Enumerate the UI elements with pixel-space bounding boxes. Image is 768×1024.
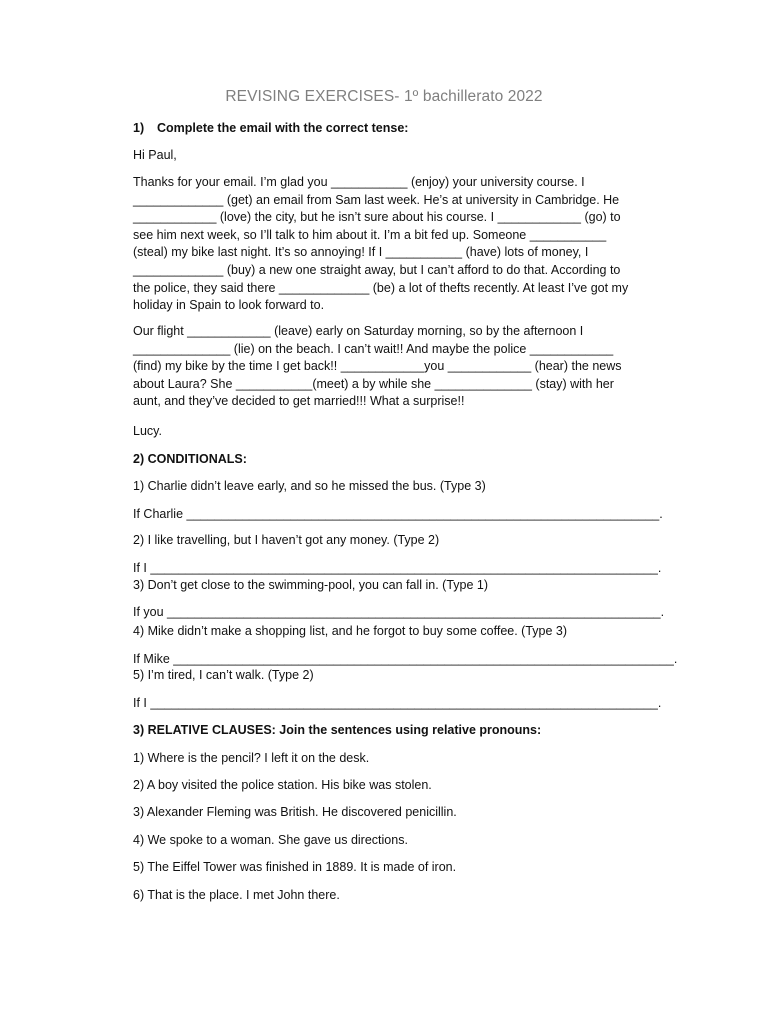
email-paragraph-1 [133, 174, 653, 315]
email-p1-line: Thanks for your email. I’m glad you ___________ (enjoy) your university course. I [133, 175, 585, 189]
conditional-prompt: 5) I’m tired, I can’t walk. (Type 2) [133, 668, 314, 682]
email-signoff: Lucy. [133, 424, 162, 438]
email-p2-line: ______________ (lie) on the beach. I can’t wait!! And maybe the police ____________ [133, 341, 614, 356]
conditional-answer-line: If Charlie ____________________________________________________________________. [133, 507, 663, 521]
email-p1-line: ____________ (love) the city, but he isn’t sure about his course. I ____________ (go) to [133, 210, 621, 225]
email-p1-line: _____________ (get) an email from Sam last week. He’s at university in Cambridge. He [133, 192, 620, 207]
relative-clause-item: 6) That is the place. I met John there. [133, 888, 340, 902]
conditional-answer-line: If I _________________________________________________________________________. [133, 696, 662, 710]
email-p2-line: about Laura? She ___________(meet) a by while she ______________ (stay) with her [133, 376, 614, 391]
email-p1-line: the police, they said there _____________ (be) a lot of thefts recently. At least I’ve got my [133, 280, 629, 295]
section2-heading: 2) CONDITIONALS: [133, 452, 247, 466]
email-p1-line: (steal) my bike last night. It’s so annoying! If I ___________ (have) lots of money, I [133, 245, 589, 260]
conditional-answer-line: If I _________________________________________________________________________. [133, 561, 662, 575]
section1-heading-text: Complete the email with the correct tense: [157, 121, 409, 135]
email-paragraph-2 [133, 323, 653, 411]
relative-clause-item: 1) Where is the pencil? I left it on the desk. [133, 751, 370, 765]
conditional-answer-line: If you _______________________________________________________________________. [133, 605, 665, 619]
conditional-prompt: 1) Charlie didn’t leave early, and so he missed the bus. (Type 3) [133, 479, 486, 493]
relative-clause-item: 3) Alexander Fleming was British. He discovered penicillin. [133, 805, 457, 819]
conditional-prompt: 4) Mike didn’t make a shopping list, and he forgot to buy some coffee. (Type 3) [133, 624, 568, 638]
email-p2-line: aunt, and they’ve decided to get married!!! What a surprise!! [133, 394, 465, 409]
conditional-answer-line: If Mike ________________________________________________________________________. [133, 652, 678, 666]
section1-number: 1) [133, 121, 145, 135]
email-p1-line: holiday in Spain to look forward to. [133, 298, 325, 313]
relative-clause-item: 2) A boy visited the police station. His bike was stolen. [133, 778, 432, 792]
email-p2-line: Our flight ____________ (leave) early on Saturday morning, so by the afternoon I [133, 324, 584, 338]
email-p1-line: _____________ (buy) a new one straight away, but I can’t afford to do that. According to [133, 262, 621, 277]
email-p2-line: (find) my bike by the time I get back!! ____________you ____________ (hear) the news [133, 359, 622, 374]
email-p1-line: see him next week, so I’ll talk to him about it. I’m a bit fed up. Someone ___________ [133, 227, 607, 242]
section1-heading [133, 120, 408, 136]
relative-clause-item: 5) The Eiffel Tower was finished in 1889. It is made of iron. [133, 860, 457, 874]
relative-clause-item: 4) We spoke to a woman. She gave us directions. [133, 833, 408, 847]
email-greeting: Hi Paul, [133, 148, 177, 162]
conditional-prompt: 3) Don’t get close to the swimming-pool, you can fall in. (Type 1) [133, 578, 489, 592]
section3-heading: 3) RELATIVE CLAUSES: Join the sentences using relative pronouns: [133, 723, 542, 737]
conditional-prompt: 2) I like travelling, but I haven’t got any money. (Type 2) [133, 533, 440, 547]
document-title: REVISING EXERCISES- 1º bachillerato 2022 [225, 88, 543, 105]
